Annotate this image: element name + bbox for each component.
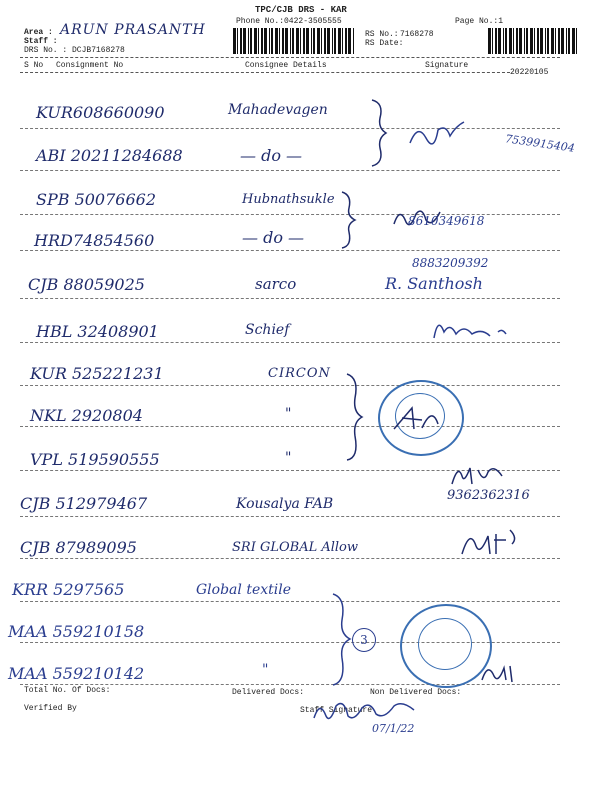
signature-phone-3: 8883209392 (412, 256, 489, 270)
doc-title: TPC/CJB DRS - KAR (255, 5, 347, 15)
row-consignment: MAA 559210142 (8, 664, 145, 683)
bracket-4 (330, 592, 354, 687)
verified-by-label: Verified By (24, 704, 77, 713)
rs-no-value: 7168278 (400, 30, 434, 39)
area-label: Area : (24, 28, 53, 37)
row-line (20, 128, 560, 129)
page-number: Page No.:1 (455, 17, 504, 26)
row-consignee: " (285, 450, 292, 466)
row-consignment: CJB 512979467 (20, 494, 148, 513)
row-consignee: — do — (240, 146, 303, 165)
phone-number: Phone No.:0422-3505555 (236, 17, 342, 26)
row-consignee: Mahadevagen (228, 102, 328, 118)
date-code: 20220105 (510, 68, 549, 77)
row-consignment: MAA 559210158 (8, 622, 145, 641)
col-signature: Signature (425, 61, 469, 70)
non-delivered-docs-label: Non Delivered Docs: (370, 688, 462, 697)
barcode-rs (488, 28, 580, 54)
row-consignment: HRD74854560 (34, 231, 155, 250)
row-consignment: CJB 87989095 (20, 538, 137, 557)
signature-phone-1: 7539915404 (504, 132, 576, 155)
row-consignee: " (285, 406, 292, 422)
header-divider (20, 57, 560, 58)
signature-4 (432, 314, 512, 344)
row-line (20, 426, 560, 427)
signature-phone-2: 8610349618 (408, 214, 485, 228)
company-stamp-2-inner (418, 618, 472, 670)
row-consignment: ABI 20211284688 (36, 146, 183, 165)
row-line (20, 516, 560, 517)
row-consignment: KRR 5297565 (12, 580, 125, 599)
staff-signature-label: Staff Signature (300, 706, 373, 715)
row-consignee: SRI GLOBAL Allow (232, 540, 359, 555)
rs-date-label: RS Date: (365, 39, 404, 48)
row-consignee: " (262, 662, 269, 678)
drs-value: DCJB7168278 (72, 46, 125, 55)
signature-6 (448, 462, 508, 488)
row-consignee: CIRCON (268, 366, 331, 381)
signature-name-3: R. Santhosh (385, 274, 483, 293)
row-consignment: SPB 50076662 (36, 190, 157, 209)
bracket-2 (340, 190, 360, 250)
row-consignment: NKL 2920804 (30, 406, 143, 425)
signature-5 (392, 404, 442, 434)
row-consignment: CJB 88059025 (28, 275, 145, 294)
total-docs-label: Total No. Of Docs: (24, 686, 111, 695)
row-consignee: Global textile (196, 582, 291, 598)
count-circle: 3 (352, 628, 376, 652)
row-consignee: Kousalya FAB (236, 496, 334, 512)
staff-label: Staff : (24, 37, 58, 46)
row-line (20, 250, 560, 251)
row-consignment: KUR608660090 (36, 103, 165, 122)
row-line (20, 601, 560, 602)
row-line (20, 385, 560, 386)
row-consignee: sarco (255, 275, 297, 293)
bracket-1 (370, 98, 390, 168)
col-consignee: Consignee Details (245, 61, 327, 70)
area-value: ARUN PRASANTH (60, 22, 206, 38)
delivered-docs-label: Delivered Docs: (232, 688, 305, 697)
bracket-3 (345, 372, 365, 462)
drs-label: DRS No. : (24, 46, 68, 55)
signature-8 (478, 660, 518, 686)
row-consignee: — do — (242, 228, 305, 247)
row-consignment: VPL 519590555 (30, 450, 160, 469)
col-sno: S No (24, 61, 44, 70)
row-consignment: KUR 525221231 (30, 364, 164, 383)
signature-7 (458, 524, 528, 560)
row-line (20, 170, 560, 171)
signature-1 (408, 118, 468, 148)
col-consignment: Consignment No (56, 61, 124, 70)
signature-phone-4: 9362362316 (447, 488, 530, 503)
rs-no-label: RS No.: (365, 30, 399, 39)
row-consignment: HBL 32408901 (36, 322, 159, 341)
columns-divider (20, 72, 510, 73)
staff-signature-date: 07/1/22 (372, 722, 415, 735)
barcode-drs (233, 28, 358, 54)
row-consignee: Hubnathsukle (242, 192, 335, 207)
row-consignee: Schief (245, 322, 290, 338)
row-line (20, 298, 560, 299)
